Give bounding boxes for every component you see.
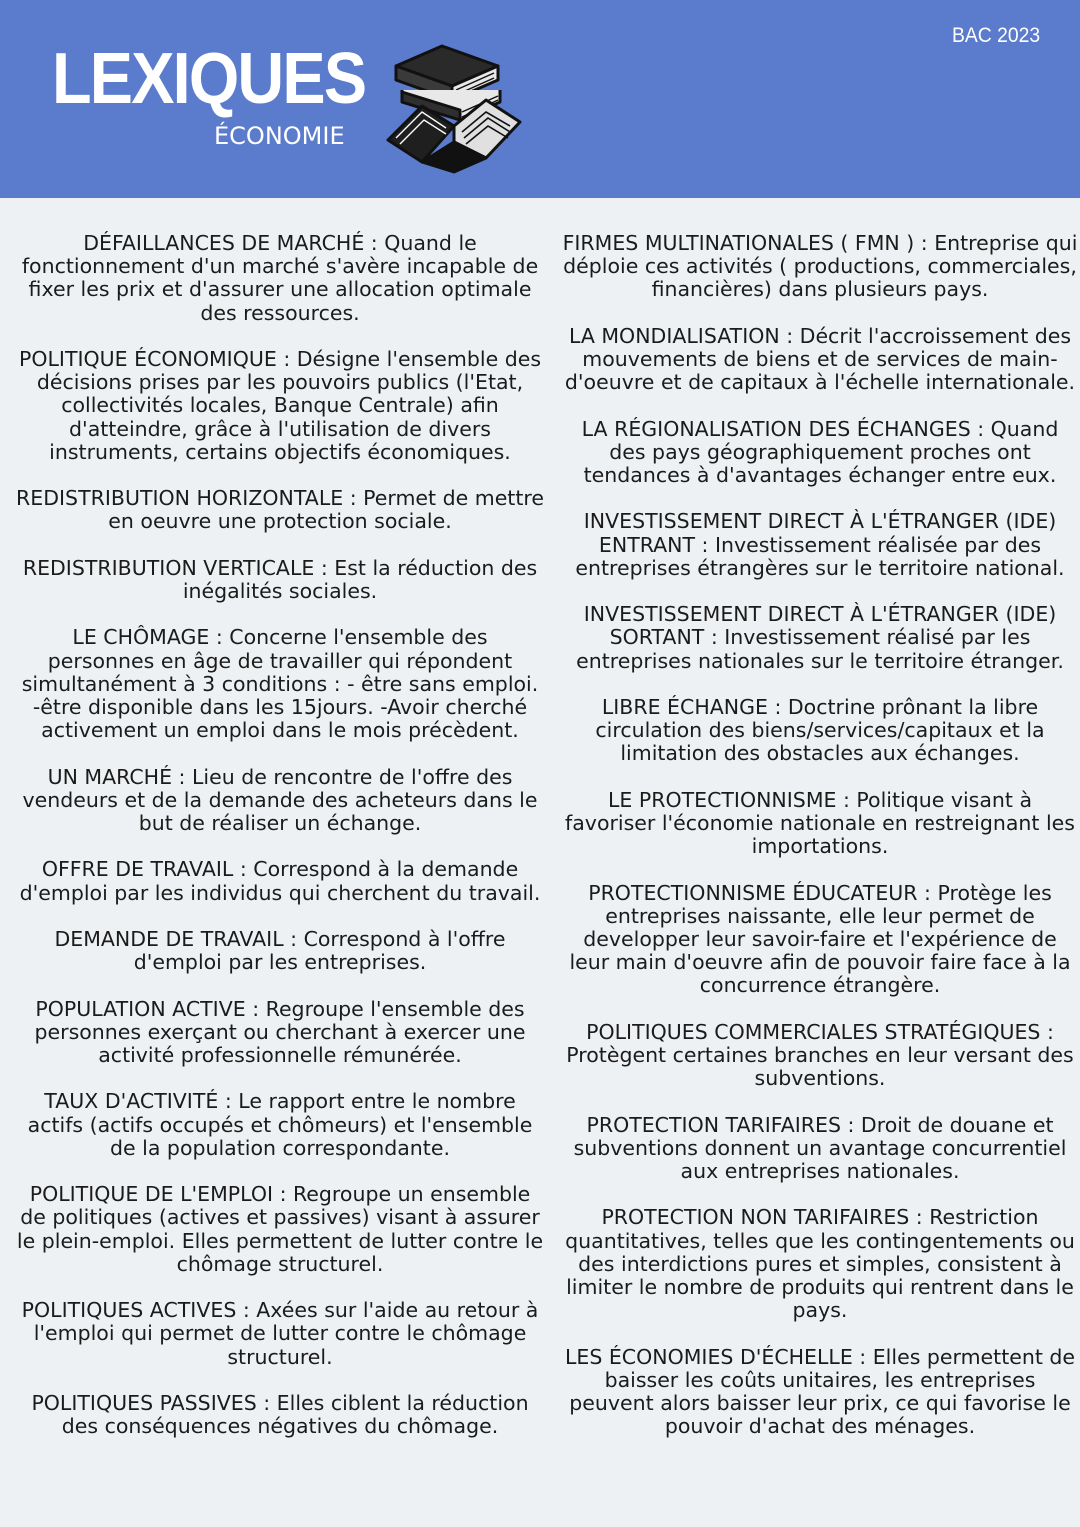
- books-icon: [382, 40, 524, 174]
- definition-entry: DÉFAILLANCES DE MARCHÉ : Quand le fonctionnement d'un marché s'avère incapable de fixer les prix et d'assurer une allocation optimale des ressources.: [21, 231, 539, 325]
- definition-entry: POLITIQUE ÉCONOMIQUE : Désigne l'ensemble des décisions prises par les pouvoirs publics (l'Etat, collectivités locales, Banque Centrale) afin d'atteindre, grâce à l'utilisation de divers instruments, certains objectifs économiques.: [18, 347, 542, 464]
- definition-entry: UN MARCHÉ : Lieu de rencontre de l'offre des vendeurs et de la demande des acheteurs dans le but de réaliser un échange.: [22, 764, 538, 835]
- definition-entry: LES ÉCONOMIES D'ÉCHELLE : Elles permettent de baisser les coûts unitaires, les entreprises peuvent alors baisser leur prix, ce qui favorise le pouvoir d'achat des ménages.: [564, 1344, 1076, 1439]
- definition-entry: POPULATION ACTIVE : Regroupe l'ensemble des personnes exerçant ou cherchant à exercer une activité professionnelle rémunérée.: [34, 996, 526, 1067]
- definition-entry: POLITIQUES PASSIVES : Elles ciblent la réduction des conséquences négatives du chômage.: [31, 1390, 529, 1439]
- page-subtitle: ÉCONOMIE: [214, 122, 345, 150]
- definition-entry: LIBRE ÉCHANGE : Doctrine prônant la libre circulation des biens/services/capitaux et la limitation des obstacles aux échanges.: [595, 694, 1045, 766]
- definition-entry: LE CHÔMAGE : Concerne l'ensemble des personnes en âge de travailler qui répondent simultanément à 3 conditions : - être sans emploi. -être disponible dans les 15jours. -Avoir cherché activement un emploi dans le mois précèdent.: [21, 625, 539, 743]
- definition-entry: LA MONDIALISATION : Décrit l'accroissement des mouvements de biens et de services de main-d'oeuvre et de capitaux à l'échelle internationale.: [564, 323, 1076, 395]
- definition-entry: LA RÉGIONALISATION DES ÉCHANGES : Quand des pays géographiquement proches ont tendances à d'avantages échanger entre eux.: [581, 416, 1059, 487]
- header-band: [0, 0, 1080, 198]
- left-column: [16, 232, 544, 1462]
- right-column: [562, 232, 1078, 1462]
- definition-entry: REDISTRIBUTION HORIZONTALE : Permet de mettre en oeuvre une protection sociale.: [16, 486, 544, 534]
- definition-entry: PROTECTION TARIFAIRES : Droit de douane et subventions donnent un avantage concurrentiel aux entreprises nationales.: [573, 1112, 1067, 1183]
- definition-entry: POLITIQUES COMMERCIALES STRATÉGIQUES : Protègent certaines branches en leur versant des subventions.: [566, 1019, 1074, 1091]
- definition-entry: LE PROTECTIONNISME : Politique visant à favoriser l'économie nationale en restreignant les importations.: [565, 787, 1075, 859]
- definition-entry: INVESTISSEMENT DIRECT À L'ÉTRANGER (IDE) SORTANT : Investissement réalisé par les entreprises nationales sur le territoire étranger.: [576, 602, 1064, 673]
- definition-entry: FIRMES MULTINATIONALES ( FMN ) : Entreprise qui déploie ces activités ( productions, commerciales, financières) dans plusieurs pays.: [562, 231, 1078, 302]
- page-title: LEXIQUES: [52, 39, 366, 119]
- definition-entry: DEMANDE DE TRAVAIL : Correspond à l'offre d'emploi par les entreprises.: [54, 926, 506, 975]
- definition-entry: INVESTISSEMENT DIRECT À L'ÉTRANGER (IDE) ENTRANT : Investissement réalisée par des entreprises étrangères sur le territoire national.: [575, 509, 1065, 580]
- definition-entry: PROTECTIONNISME ÉDUCATEUR : Protège les entreprises naissante, elle leur permet de developper leur savoir-faire et l'expérience de leur main d'oeuvre afin de pouvoir faire face à la concurrence étrangère.: [569, 880, 1071, 998]
- definition-entry: POLITIQUES ACTIVES : Axées sur l'aide au retour à l'emploi qui permet de lutter contre le chômage structurel.: [21, 1298, 539, 1369]
- definition-entry: OFFRE DE TRAVAIL : Correspond à la demande d'emploi par les individus qui cherchent du travail.: [19, 857, 541, 905]
- definition-entry: PROTECTION NON TARIFAIRES : Restriction quantitatives, telles que les contingentements ou des interdictions pures et simples, consistent à limiter le nombre de produits qui rentrent dans le pays.: [565, 1205, 1075, 1323]
- definition-entry: POLITIQUE DE L'EMPLOI : Regroupe un ensemble de politiques (actives et passives) visant à assurer le plein-emploi. Elles permettent de lutter contre le chômage structurel.: [16, 1182, 544, 1276]
- definition-entry: REDISTRIBUTION VERTICALE : Est la réduction des inégalités sociales.: [22, 555, 538, 603]
- exam-tag: BAC 2023: [952, 24, 1041, 47]
- definition-entry: TAUX D'ACTIVITÉ : Le rapport entre le nombre actifs (actifs occupés et chômeurs) et l'ensemble de la population correspondante.: [27, 1089, 533, 1160]
